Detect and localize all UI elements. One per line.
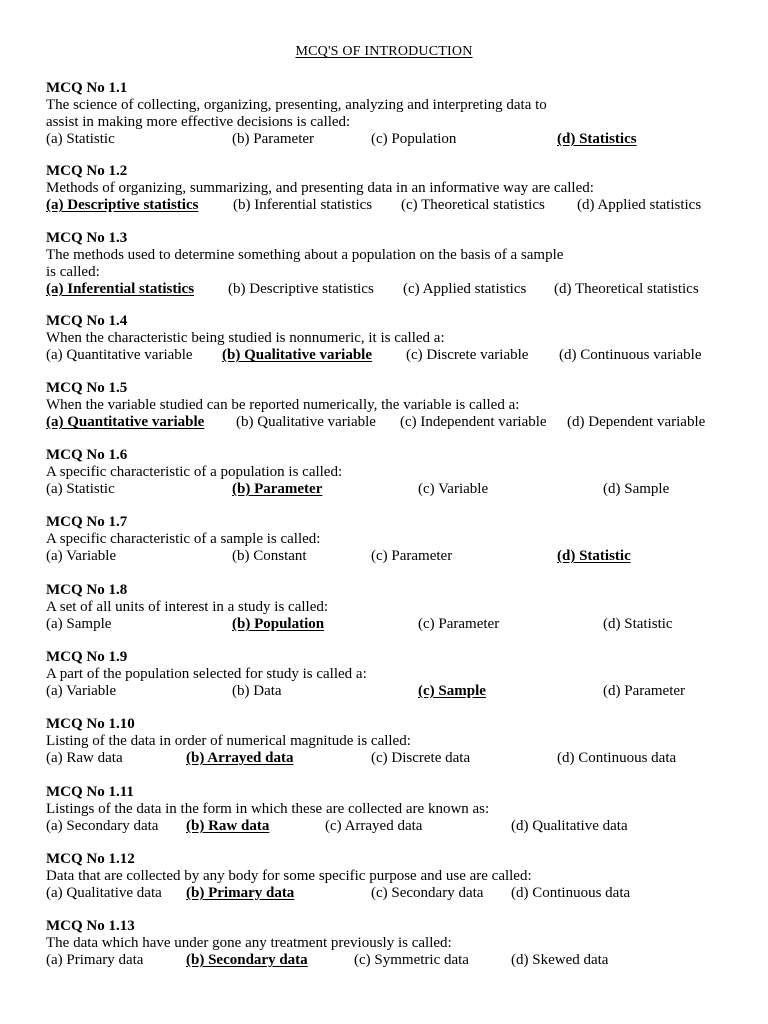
mcq-options bbox=[46, 481, 736, 498]
mcq-option-correct: (a) Quantitative variable bbox=[46, 414, 205, 430]
mcq-option: (d) Theoretical statistics bbox=[554, 281, 699, 297]
mcq-question-text: Data that are collected by any body for some specific purpose and use are called: bbox=[46, 868, 532, 884]
mcq-number: MCQ No 1.13 bbox=[46, 918, 135, 934]
mcq-option: (b) Parameter bbox=[232, 131, 315, 147]
mcq-option: (d) Sample bbox=[603, 481, 670, 497]
mcq-number: MCQ No 1.9 bbox=[46, 649, 128, 665]
mcq-option: (b) Data bbox=[232, 683, 282, 699]
mcq-options bbox=[46, 548, 736, 565]
mcq-number: MCQ No 1.12 bbox=[46, 851, 135, 867]
mcq-item bbox=[46, 447, 736, 498]
mcq-number: MCQ No 1.2 bbox=[46, 163, 128, 179]
mcq-number: MCQ No 1.10 bbox=[46, 716, 135, 732]
mcq-option: (a) Statistic bbox=[46, 481, 115, 497]
mcq-option-correct: (b) Parameter bbox=[232, 481, 323, 497]
mcq-option: (c) Secondary data bbox=[371, 885, 484, 901]
mcq-options bbox=[46, 197, 736, 214]
mcq-options bbox=[46, 347, 736, 364]
mcq-item bbox=[46, 230, 736, 298]
mcq-option: (c) Variable bbox=[418, 481, 489, 497]
mcq-option-correct: (b) Primary data bbox=[186, 885, 295, 901]
mcq-number: MCQ No 1.6 bbox=[46, 447, 128, 463]
mcq-options bbox=[46, 818, 736, 835]
mcq-number: MCQ No 1.1 bbox=[46, 80, 128, 96]
mcq-options bbox=[46, 683, 736, 700]
mcq-item bbox=[46, 313, 736, 364]
mcq-options bbox=[46, 952, 736, 969]
mcq-question-text: A specific characteristic of a population is called: bbox=[46, 464, 343, 480]
mcq-option-correct: (a) Inferential statistics bbox=[46, 281, 195, 297]
mcq-options bbox=[46, 281, 736, 298]
mcq-option: (d) Continuous data bbox=[511, 885, 631, 901]
mcq-question-text: Listings of the data in the form in which these are collected are known as: bbox=[46, 801, 490, 817]
mcq-option: (d) Statistic bbox=[603, 616, 673, 632]
mcq-number: MCQ No 1.8 bbox=[46, 582, 128, 598]
mcq-item bbox=[46, 163, 736, 214]
mcq-option: (d) Dependent variable bbox=[567, 414, 706, 430]
mcq-option-correct: (d) Statistics bbox=[557, 131, 637, 147]
mcq-question-text: A part of the population selected for study is called a: bbox=[46, 666, 367, 682]
mcq-item bbox=[46, 918, 736, 969]
mcq-option: (d) Continuous data bbox=[557, 750, 677, 766]
mcq-option: (c) Population bbox=[371, 131, 457, 147]
mcq-option: (c) Parameter bbox=[371, 548, 453, 564]
mcq-option: (d) Continuous variable bbox=[559, 347, 702, 363]
mcq-option: (a) Statistic bbox=[46, 131, 115, 147]
mcq-question-text: When the characteristic being studied is nonnumeric, it is called a: bbox=[46, 330, 445, 346]
mcq-option: (c) Arrayed data bbox=[325, 818, 423, 834]
mcq-options bbox=[46, 131, 736, 148]
mcq-option: (a) Raw data bbox=[46, 750, 123, 766]
mcq-option: (c) Independent variable bbox=[400, 414, 547, 430]
mcq-item bbox=[46, 784, 736, 835]
mcq-option-correct: (b) Secondary data bbox=[186, 952, 308, 968]
mcq-option: (c) Discrete variable bbox=[406, 347, 529, 363]
mcq-option-correct: (b) Population bbox=[232, 616, 325, 632]
page-title: MCQ'S OF INTRODUCTION bbox=[295, 44, 473, 59]
mcq-option: (a) Quantitative variable bbox=[46, 347, 193, 363]
mcq-number: MCQ No 1.11 bbox=[46, 784, 134, 800]
mcq-options bbox=[46, 616, 736, 633]
mcq-number: MCQ No 1.3 bbox=[46, 230, 128, 246]
mcq-option: (b) Qualitative variable bbox=[236, 414, 376, 430]
mcq-option: (a) Primary data bbox=[46, 952, 144, 968]
mcq-option-correct: (a) Descriptive statistics bbox=[46, 197, 199, 213]
mcq-option: (a) Qualitative data bbox=[46, 885, 162, 901]
mcq-item bbox=[46, 649, 736, 700]
mcq-option: (b) Descriptive statistics bbox=[228, 281, 374, 297]
mcq-number: MCQ No 1.4 bbox=[46, 313, 128, 329]
mcq-item bbox=[46, 80, 736, 148]
mcq-option: (d) Applied statistics bbox=[577, 197, 702, 213]
mcq-option: (a) Sample bbox=[46, 616, 112, 632]
mcq-item bbox=[46, 514, 736, 565]
mcq-question-text: The data which have under gone any treatment previously is called: bbox=[46, 935, 452, 951]
mcq-option-correct: (d) Statistic bbox=[557, 548, 631, 564]
mcq-question-text: Methods of organizing, summarizing, and presenting data in an informative way are called: bbox=[46, 180, 594, 196]
mcq-number: MCQ No 1.5 bbox=[46, 380, 128, 396]
mcq-question-text: A set of all units of interest in a study is called: bbox=[46, 599, 329, 615]
mcq-item bbox=[46, 582, 736, 633]
mcq-options bbox=[46, 885, 736, 902]
mcq-question-text: A specific characteristic of a sample is called: bbox=[46, 531, 321, 547]
mcq-option: (b) Inferential statistics bbox=[233, 197, 373, 213]
mcq-question-text: When the variable studied can be reported numerically, the variable is called a: bbox=[46, 397, 520, 413]
mcq-option-correct: (b) Qualitative variable bbox=[222, 347, 372, 363]
mcq-option: (c) Parameter bbox=[418, 616, 500, 632]
mcq-option: (d) Qualitative data bbox=[511, 818, 628, 834]
mcq-option-correct: (b) Arrayed data bbox=[186, 750, 294, 766]
mcq-option: (d) Skewed data bbox=[511, 952, 609, 968]
mcq-question-text: The methods used to determine something about a population on the basis of a sample is called: bbox=[46, 247, 564, 280]
mcq-option-correct: (b) Raw data bbox=[186, 818, 270, 834]
mcq-options bbox=[46, 750, 736, 767]
mcq-option: (c) Discrete data bbox=[371, 750, 471, 766]
mcq-options bbox=[46, 414, 736, 431]
mcq-question-text: The science of collecting, organizing, presenting, analyzing and interpreting data to assist in making more effective decisions is called: bbox=[46, 97, 547, 130]
mcq-option: (a) Variable bbox=[46, 548, 117, 564]
mcq-option: (c) Symmetric data bbox=[354, 952, 469, 968]
mcq-option: (a) Secondary data bbox=[46, 818, 159, 834]
mcq-question-text: Listing of the data in order of numerical magnitude is called: bbox=[46, 733, 411, 749]
mcq-option: (d) Parameter bbox=[603, 683, 686, 699]
mcq-item bbox=[46, 716, 736, 767]
mcq-option-correct: (c) Sample bbox=[418, 683, 486, 699]
mcq-number: MCQ No 1.7 bbox=[46, 514, 128, 530]
mcq-option: (c) Theoretical statistics bbox=[401, 197, 545, 213]
mcq-item bbox=[46, 380, 736, 431]
mcq-item bbox=[46, 851, 736, 902]
mcq-option: (a) Variable bbox=[46, 683, 117, 699]
mcq-option: (b) Constant bbox=[232, 548, 307, 564]
mcq-option: (c) Applied statistics bbox=[403, 281, 527, 297]
